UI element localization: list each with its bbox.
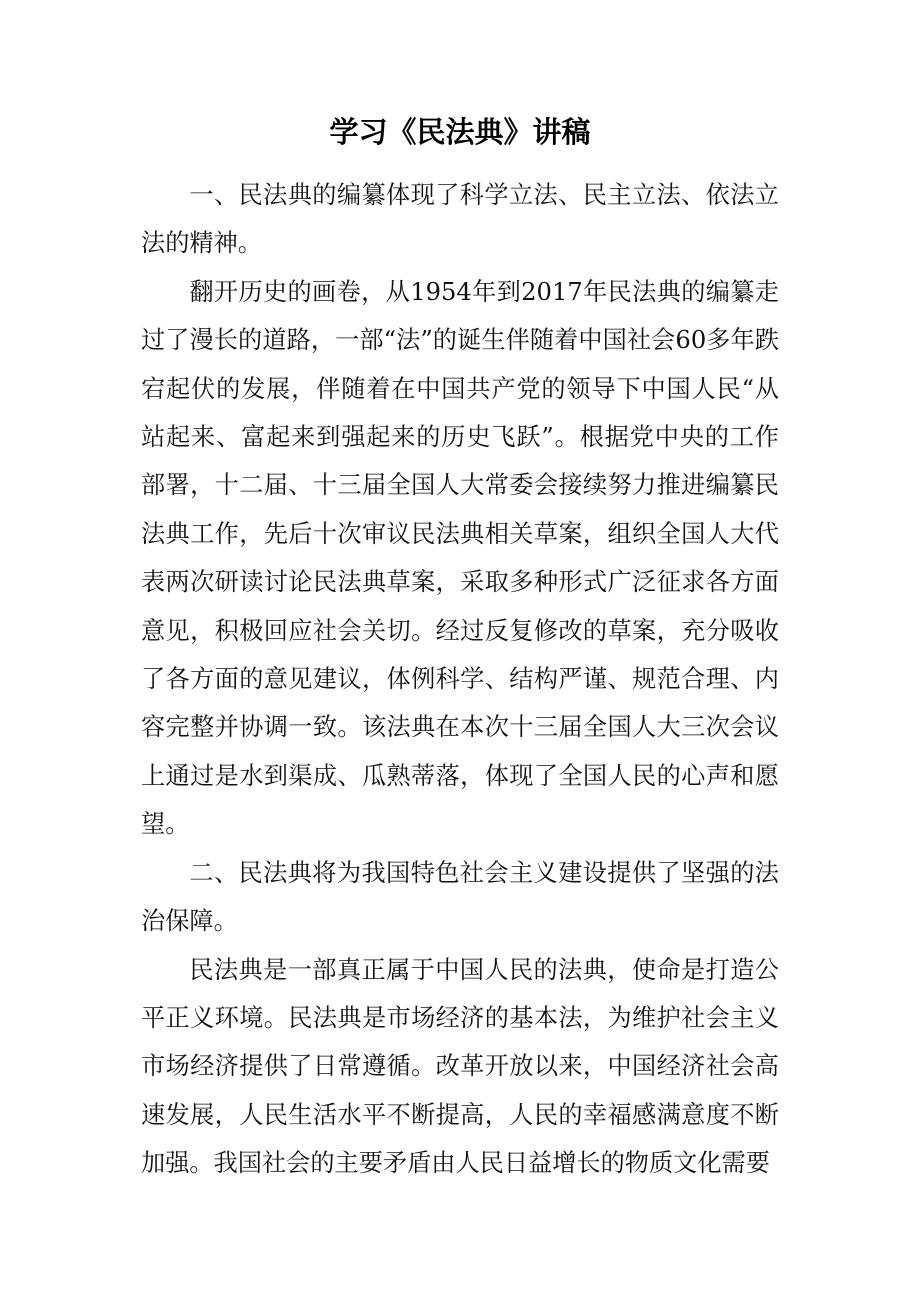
document-title: 学习《民法典》讲稿 [329,115,591,149]
paragraph: 民法典是一部真正属于中国人民的法典，使命是打造公平正义环境。民法典是市场经济的基本法，为维护社会主义市场经济提供了日常遵循。改革开放以来，中国经济社会高速发展，人民生活水平不断提高，人民的幸福感满意度不断加强。我国社会的主要矛盾由人民日益增长的物质文化需要 [141,955,779,1178]
document-body [141,171,779,1188]
paragraph: 翻开历史的画卷，从1954年到2017年民法典的编纂走过了漫长的道路，一部“法”的诞生伴随着中国社会60多年跌宕起伏的发展，伴随着在中国共产党的领导下中国人民“从站起来、富起来到强起来的历史飞跃”。根据党中央的工作部署，十二届、十三届全国人大常委会接续努力推进编纂民法典工作，先后十次审议民法典相关草案，组织全国人大代表两次研读讨论民法典草案，采取多种形式广泛征求各方面意见，积极回应社会关切。经过反复修改的草案，充分吸收了各方面的意见建议，体例科学、结构严谨、规范合理、内容完整并协调一致。该法典在本次十三届全国人大三次会议上通过是水到渠成、瓜熟蒂落，体现了全国人民的心声和愿望。 [141,277,779,839]
paragraph-heading-2: 二、民法典将为我国特色社会主义建设提供了坚强的法治保障。 [141,858,779,936]
paragraph-heading-1: 一、民法典的编纂体现了科学立法、民主立法、依法立法的精神。 [141,181,779,258]
